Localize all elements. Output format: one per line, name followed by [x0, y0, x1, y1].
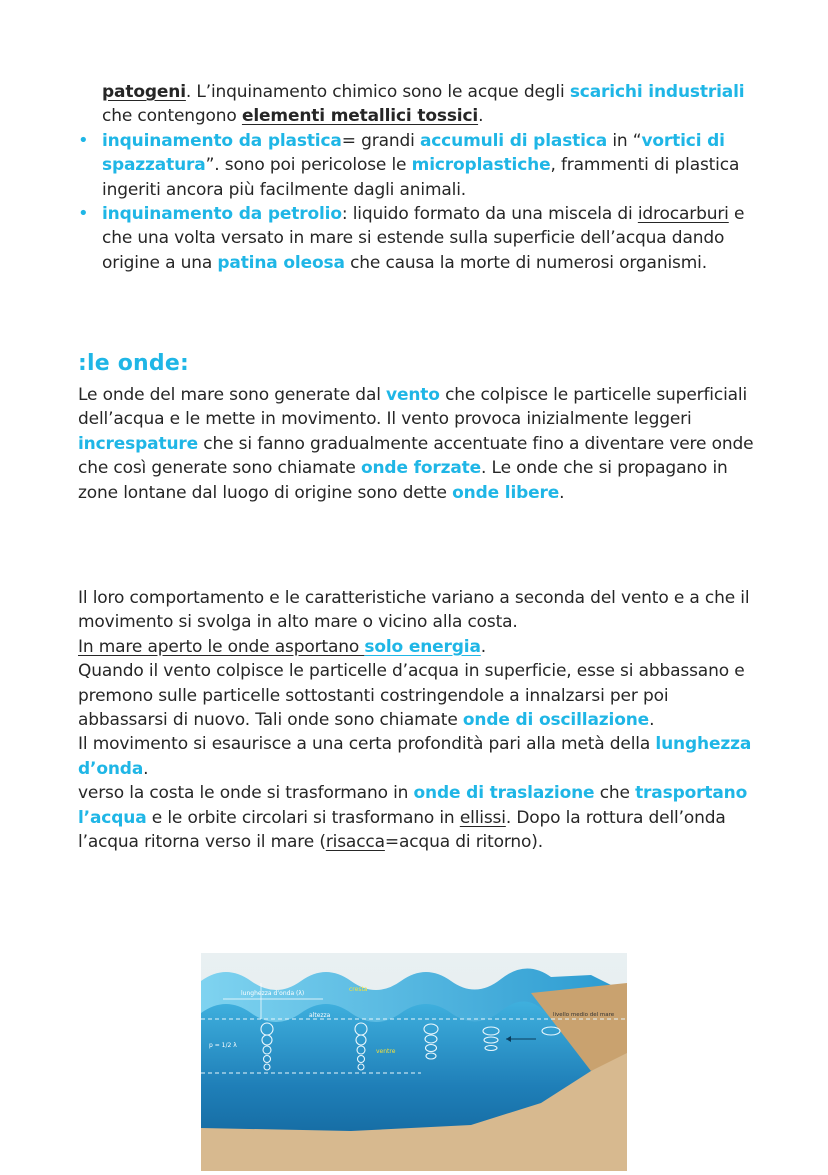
label-crest: cresta	[349, 986, 368, 993]
bullet-dot: •	[78, 129, 89, 151]
term-patogeni: patogeni	[102, 82, 186, 102]
pollution-section	[78, 80, 758, 275]
label-wavelength: lunghezza d’onda (λ)	[241, 990, 305, 997]
label-depth: p = 1/2 λ	[209, 1042, 237, 1049]
label-trough: ventre	[376, 1048, 396, 1055]
label-sea-level: livello medio del mare	[553, 1012, 615, 1018]
bullet-oil: • inquinamento da petrolio: liquido formato da una miscela di idrocarburi e che una volta versato in mare si estende sulla superficie dell’acqua dando origine a una patina oleosa che causa la morte di numerosi organismi.	[78, 203, 745, 273]
wave-diagram	[201, 953, 627, 1171]
label-height: altezza	[309, 1012, 331, 1019]
bullet-plastic: • inquinamento da plastica= grandi accumuli di plastica in “vortici di spazzatura”. sono poi pericolose le microplastiche, frammenti di plastica ingeriti ancora più facilmente dagli animali.	[78, 129, 740, 200]
waves-paragraph-1: Le onde del mare sono generate dal vento che colpisce le particelle superficiali dell’acqua e le mette in movimento. Il vento provoca inizialmente leggeri increspature che si fanno gradualmente accentuate fino a diventare vere onde che così generate sono chiamate onde forzate. Le onde che si propagano in zone lontane dal luogo di origine sono dette onde libere.	[78, 385, 754, 503]
wave-diagram-svg	[201, 953, 627, 1171]
term-scarichi-industriali: scarichi industriali	[569, 82, 745, 102]
section-title-waves: :le onde:	[78, 351, 189, 376]
term-elementi-metallici: elementi metallici tossici	[241, 106, 479, 127]
waves-paragraph-2: Il loro comportamento e le caratteristiche variano a seconda del vento e a che il movimento si svolga in alto mare o vicino alla costa. In mare aperto le onde asportano solo energia. Quando il vento colpisce le particelle d’acqua in superficie, esse si abbassano e premono sulle particelle sottostanti costringendole a innalzarsi per poi abbassarsi di nuovo. Tali onde sono chiamate onde di oscillazione. Il movimento si esaurisce a una certa profondità pari alla metà della lunghezza d’onda. verso la costa le onde si trasformano in onde di traslazione che trasportano l’acqua e le orbite circolari si trasformano in ellissi. Dopo la rottura dell’onda l’acqua ritorna verso il mare (risacca=acqua di ritorno).	[78, 588, 752, 853]
bullet-dot: •	[78, 203, 89, 225]
chemical-pollution-text: patogeni. L’inquinamento chimico sono le acque degli scarichi industriali che contengono elementi metallici tossici.	[102, 82, 745, 127]
